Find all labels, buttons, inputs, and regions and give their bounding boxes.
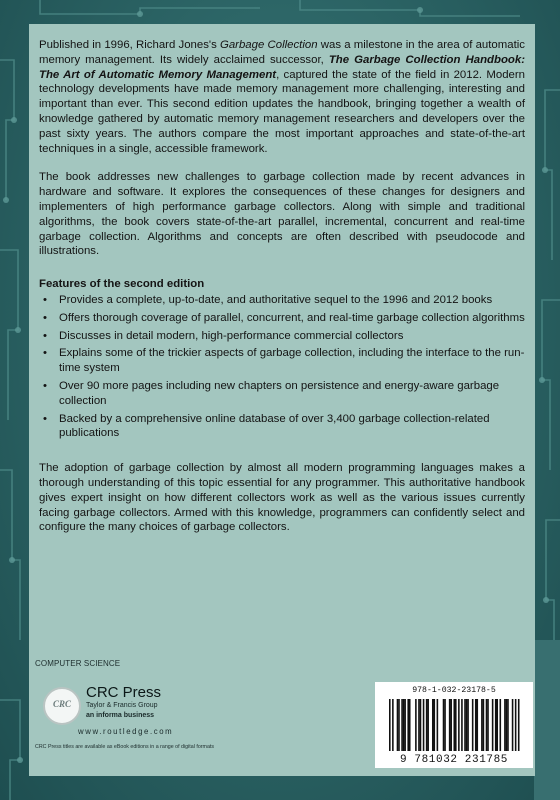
back-cover-text-panel (29, 24, 535, 648)
barcode-bar (467, 699, 469, 751)
intro-text-b: was a milestone in the area of automatic memory management. Its widely acclaimed successor, (39, 39, 525, 66)
feature-text: Backed by a comprehensive online database of over 3,400 garbage collection-related publications (59, 412, 490, 440)
barcode-bar (507, 699, 509, 751)
feature-item (39, 329, 525, 344)
barcode-bar (506, 699, 508, 751)
barcode-bar (407, 699, 409, 751)
intro-paragraph-2: The book addresses new challenges to garbage collection made by recent advances in hardware and software. It explores the consequences of these changes for designers and implementers of high performance garbage collectors. Along with simple and traditional algorithms, the book covers state-of-the-art parallel, incremental, concurrent and real-time garbage collection. Algorithms and concepts are often described with pseudocode and illustrations. (39, 171, 525, 258)
isbn-number: 978-1-032-23178-5 (412, 686, 496, 695)
feature-item (39, 346, 525, 376)
barcode-bar (397, 699, 399, 751)
barcode-bar (515, 699, 517, 751)
first-edition-title: Garbage Collection (219, 39, 318, 51)
barcode-bar (512, 699, 514, 751)
feature-text: Explains some of the trickier aspects of garbage collection, including the interface to the run-time system (59, 347, 525, 375)
barcode-bar (437, 699, 439, 751)
barcode-bar (434, 699, 436, 751)
feature-text: Discusses in detail modern, high-performance commercial collectors (59, 329, 404, 342)
barcode-digits: 9 781032 231785 (399, 754, 509, 766)
barcode-bar (504, 699, 506, 751)
barcode-bar (464, 699, 466, 751)
barcode-bar (398, 699, 400, 751)
barcode-bar (418, 699, 420, 751)
barcode-bar (486, 699, 488, 751)
barcode-bar (404, 699, 406, 751)
barcode-bar (500, 699, 502, 751)
barcode-bar (409, 699, 411, 751)
barcode-bar (443, 699, 445, 751)
barcode-bar (496, 699, 498, 751)
feature-text: Provides a complete, up-to-date, and authoritative sequel to the 1996 and 2012 books (59, 293, 493, 306)
barcode-bar (415, 699, 417, 751)
barcode-bar (450, 699, 452, 751)
barcode-bar (444, 699, 446, 751)
barcode-bar (427, 699, 429, 751)
barcode-bar (401, 699, 403, 751)
barcode-bar (461, 699, 463, 751)
barcode-bar (420, 699, 422, 751)
barcode-bar (487, 699, 489, 751)
barcode-bar (389, 699, 391, 751)
bullet-icon: • (43, 293, 47, 306)
barcode-bar (458, 699, 460, 751)
publisher-name: CRC Press (86, 684, 162, 701)
barcode-bar (475, 699, 477, 751)
feature-text: Offers thorough coverage of parallel, concurrent, and real-time garbage collection algorithms (59, 311, 525, 324)
intro-paragraph-1 (39, 38, 525, 156)
barcode-bar (426, 699, 428, 751)
ebook-availability-note: CRC Press titles are available as eBook editions in a range of digital formats (35, 744, 215, 750)
handbook-title: The Garbage Collection Handbook: The Art of Automatic Memory Management (39, 53, 525, 81)
barcode-bar (466, 699, 468, 751)
features-list (39, 293, 525, 441)
right-edge-strip (534, 640, 560, 800)
publisher-group: Taylor & Francis Group (86, 702, 158, 709)
barcode-bar (403, 699, 405, 751)
barcode-bar (476, 699, 478, 751)
closing-paragraph: The adoption of garbage collection by almost all modern programming languages makes a thorough understanding of this topic essential for any programmer. This authoritative handbook gives expert insight on how different collectors work as well as the various issues currently facing garbage collectors. Armed with this knowledge, programmers can confidently select and configure the many choices of garbage collectors. (39, 462, 525, 534)
publisher-website[interactable]: www.routledge.com (78, 727, 174, 736)
barcode-bar (455, 699, 457, 751)
feature-text: Over 90 more pages including new chapters on persistence and energy-aware garbage collection (59, 379, 500, 407)
crc-logo-icon (43, 687, 81, 725)
barcode-bar (423, 699, 425, 751)
isbn-barcode (375, 682, 533, 768)
barcode-bar (472, 699, 474, 751)
barcode-bar (432, 699, 434, 751)
feature-item (39, 293, 525, 308)
feature-item (39, 379, 525, 409)
barcode-bar (392, 699, 394, 751)
barcode-bar (492, 699, 494, 751)
barcode-bar (483, 699, 485, 751)
barcode-bar (453, 699, 455, 751)
logo-lettering: CRC (52, 699, 71, 709)
bullet-icon: • (43, 311, 47, 324)
barcode-bar (481, 699, 483, 751)
feature-item (39, 412, 525, 442)
publisher-informa: an informa business (86, 712, 155, 719)
bullet-icon: • (43, 379, 47, 392)
intro-text-c: , captured the state of the field in 2012. Modern technology developments have made memory management more challenging, interesting and important than ever. This second edition updates the handbook, bringing together a wealth of knowledge gathered by automatic memory management researchers and developers over the past sixty years. The authors compare the most important approaches and state-of-the-art techniques in a single, accessible framework. (39, 68, 526, 155)
feature-item (39, 311, 525, 326)
barcode-bars (389, 699, 521, 751)
bullet-icon: • (43, 329, 47, 342)
features-heading: Features of the second edition (39, 278, 205, 291)
intro-text-a: Published in 1996, Richard Jones's (39, 39, 220, 51)
publisher-footer (29, 648, 535, 776)
bullet-icon: • (43, 412, 47, 425)
bullet-icon: • (43, 347, 47, 360)
barcode-bar (449, 699, 451, 751)
barcode-bar (495, 699, 497, 751)
subject-category: COMPUTER SCIENCE (35, 659, 121, 668)
barcode-bar (518, 699, 520, 751)
